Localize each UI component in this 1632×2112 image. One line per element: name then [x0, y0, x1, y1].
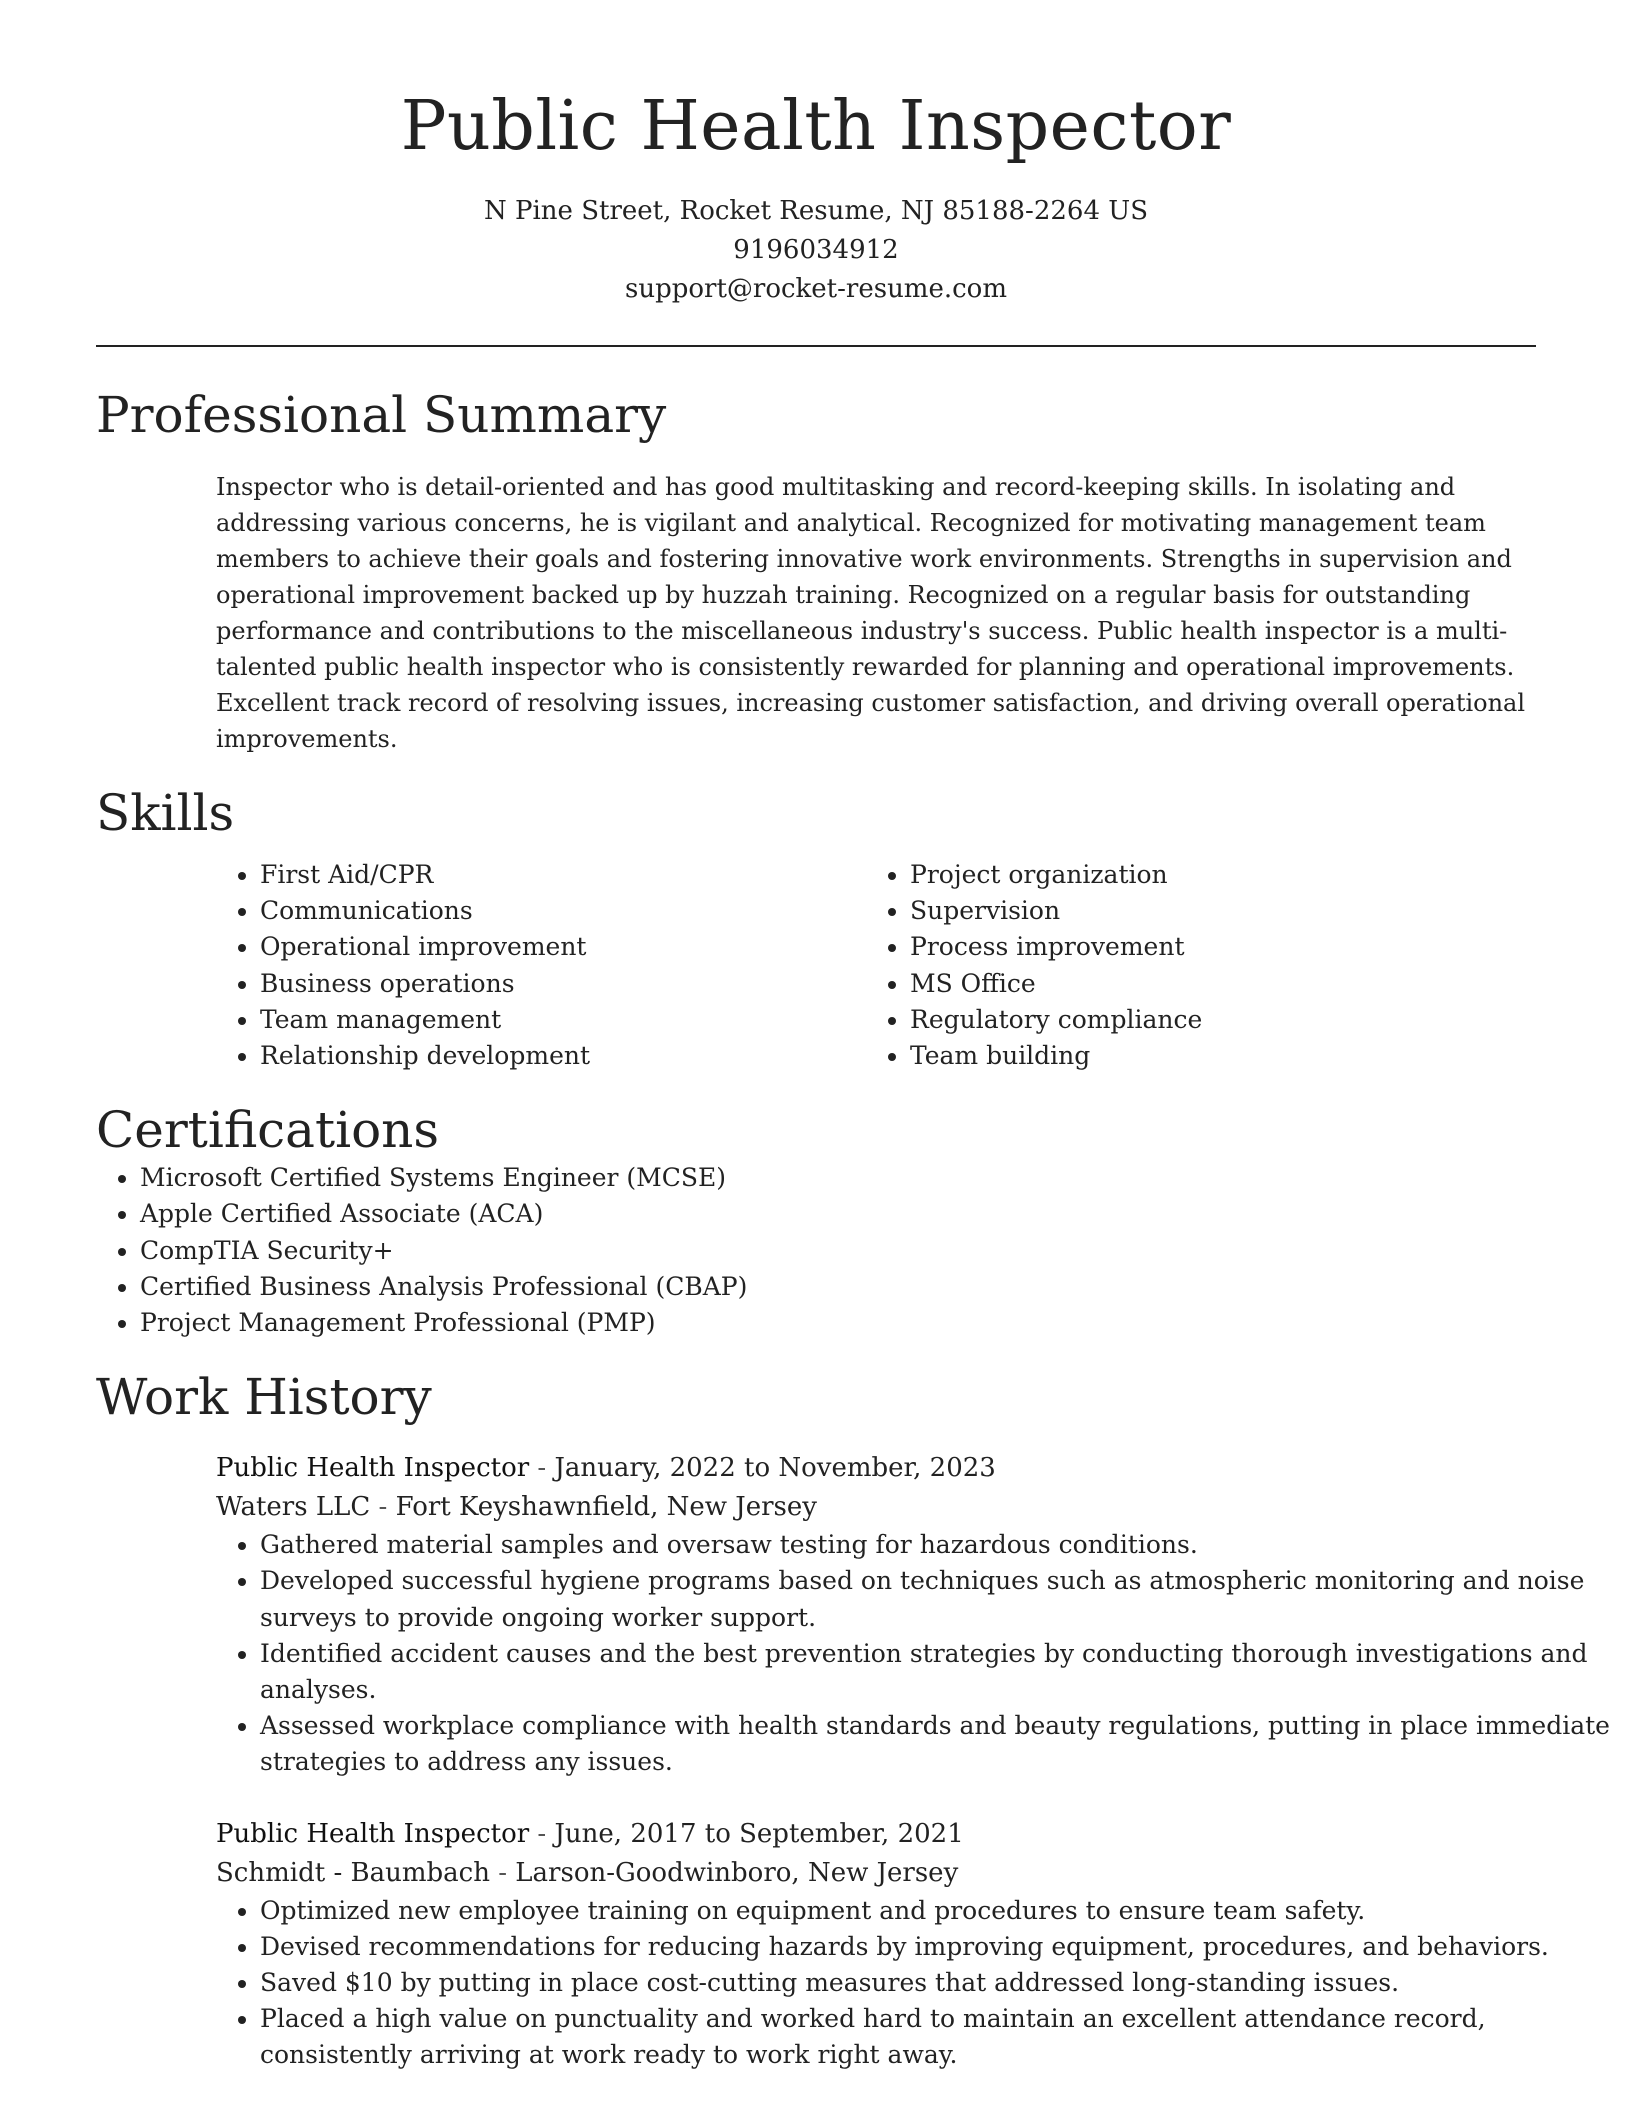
skill-item: • First Aid/CPR [260, 857, 866, 893]
job-title: Public Health Inspector [216, 1818, 530, 1849]
contact-address: N Pine Street, Rocket Resume, NJ 85188-2264 US [483, 196, 1148, 226]
job-duty: • Placed a high value on punctuality and worked hard to maintain an excellent attendance record, consistently arriving at work ready to work right away. [260, 2001, 1620, 2073]
candidate-name: Public Health Inspector [400, 87, 1232, 166]
certifications-list [96, 1160, 1536, 1341]
job-dates: June, 2017 to September, 2021 [554, 1818, 964, 1849]
contact-info [96, 192, 1536, 309]
job-duty: • Gathered material samples and oversaw testing for hazardous conditions. [260, 1527, 1620, 1563]
job-company-line: Waters LLC - Fort Keyshawnfield, New Jersey [216, 1492, 817, 1523]
skill-item: • Communications [260, 893, 866, 929]
resume-header [96, 0, 1536, 309]
job-company-line: Schmidt - Baumbach - Larson-Goodwinboro, New Jersey [216, 1857, 959, 1888]
job-duty: • Assessed workplace compliance with health standards and beauty regulations, putting in place immediate strategies to address any issues. [260, 1708, 1620, 1780]
header-divider [96, 345, 1536, 347]
contact-email: support@rocket-resume.com [624, 274, 1007, 304]
certification-item: • Apple Certified Associate (ACA) [140, 1196, 1536, 1232]
skill-item: • Relationship development [260, 1038, 866, 1074]
summary-text: Inspector who is detail-oriented and has good multitasking and record-keeping skills. In isolating and addressing various concerns, he is vigilant and analytical. Recognized for motivating management team members to achieve their goals and fostering innovative work environments. Strengths in supervision and operational improvement backed up by huzzah training. Recognized on a regular basis for outstanding performance and contributions to the miscellaneous industry's success. Public health inspector is a multi-talented public health inspector who is consistently rewarded for planning and operational improvements. Excellent track record of resolving issues, increasing customer satisfaction, and driving overall operational improvements. [216, 473, 1526, 753]
job-title-line: Public Health Inspector - June, 2017 to September, 2021 [216, 1818, 964, 1849]
skill-item: • Operational improvement [260, 929, 866, 965]
skill-item: • Team management [260, 1002, 866, 1038]
job-location: Larson-Goodwinboro, New Jersey [515, 1857, 959, 1888]
skill-item: • MS Office [910, 966, 1510, 1002]
job-location: Fort Keyshawnfield, New Jersey [395, 1492, 817, 1523]
skill-item: • Business operations [260, 966, 866, 1002]
summary-heading: Professional Summary [96, 386, 667, 444]
job-duty: • Developed successful hygiene programs based on techniques such as atmospheric monitoring and noise surveys to provide ongoing worker support. [260, 1563, 1620, 1635]
job-duty: • Saved $10 by putting in place cost-cutting measures that addressed long-standing issues. [260, 1965, 1620, 2001]
job-duty: • Devised recommendations for reducing hazards by improving equipment, procedures, and behaviors. [260, 1929, 1620, 1965]
certification-item: • CompTIA Security+ [140, 1233, 1536, 1269]
job-duties-list [216, 1527, 1620, 1780]
job-duty: • Identified accident causes and the best prevention strategies by conducting thorough investigations and analyses. [260, 1636, 1620, 1708]
skills-heading: Skills [96, 784, 235, 842]
skill-item: • Team building [910, 1038, 1510, 1074]
skills-columns [216, 857, 1536, 1074]
job-duties-list [216, 1893, 1620, 2074]
job-company: Waters LLC [216, 1492, 371, 1523]
job-duty: • Optimized new employee training on equipment and procedures to ensure team safety. [260, 1893, 1620, 1929]
certification-item: • Project Management Professional (PMP) [140, 1305, 1536, 1341]
skill-item: • Process improvement [910, 929, 1510, 965]
skill-item: • Project organization [910, 857, 1510, 893]
skill-item: • Regulatory compliance [910, 1002, 1510, 1038]
skills-list-left [216, 857, 866, 1074]
job-entry [216, 1449, 1610, 1780]
certifications-heading: Certifications [96, 1101, 440, 1160]
work-history-heading: Work History [96, 1368, 432, 1427]
skill-item: • Supervision [910, 893, 1510, 929]
job-title-line: Public Health Inspector - January, 2022 to November, 2023 [216, 1453, 996, 1484]
contact-phone: 9196034912 [733, 235, 899, 265]
job-company: Schmidt - Baumbach [216, 1857, 490, 1888]
skills-list-right [866, 857, 1510, 1074]
certification-item: • Microsoft Certified Systems Engineer (MCSE) [140, 1160, 1536, 1196]
job-title: Public Health Inspector [216, 1453, 530, 1484]
job-entry [216, 1815, 1549, 2074]
job-dates: January, 2022 to November, 2023 [554, 1453, 996, 1484]
certification-item: • Certified Business Analysis Professional (CBAP) [140, 1269, 1536, 1305]
